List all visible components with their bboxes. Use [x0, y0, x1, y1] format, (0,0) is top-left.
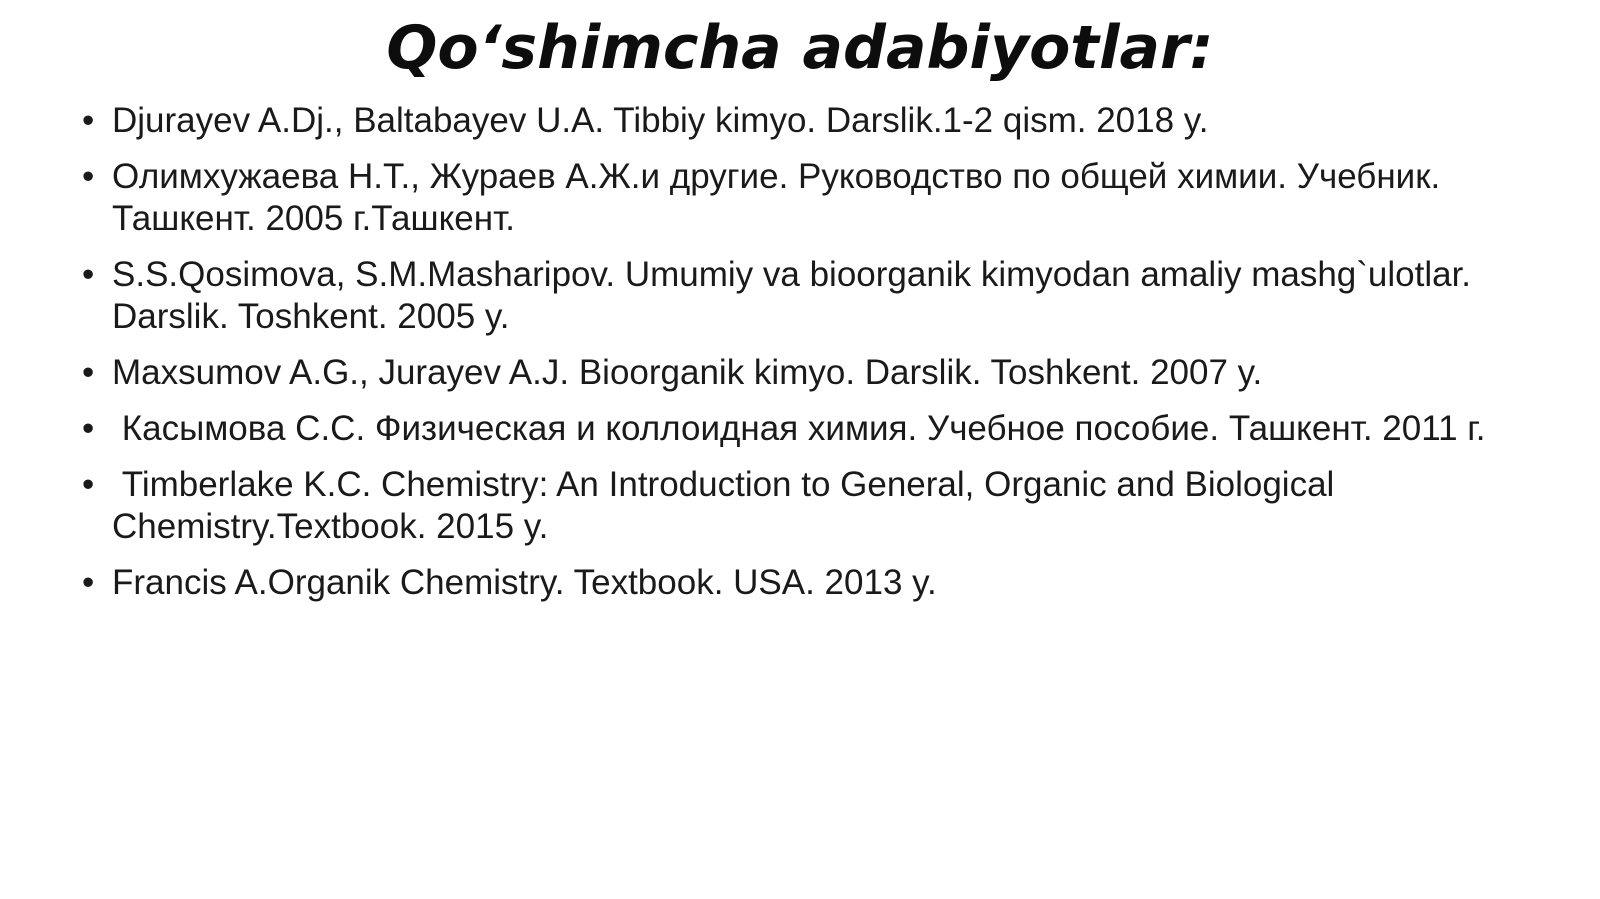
bullet-icon: •	[82, 255, 95, 294]
bullet-icon: •	[82, 101, 95, 140]
bullet-icon: •	[82, 353, 95, 392]
list-item	[82, 352, 1562, 394]
list-item	[82, 156, 1562, 240]
reference-text: Francis A.Organik Chemistry. Textbook. USA. 2013 y.	[112, 563, 937, 602]
list-item	[82, 100, 1562, 142]
reference-text: Timberlake K.C. Chemistry: An Introduction to General, Organic and Biological Chemistry.Textbook. 2015 y.	[112, 465, 1345, 546]
reference-text: Maxsumov A.G., Jurayev A.J. Bioorganik kimyo. Darslik. Toshkent. 2007 y.	[112, 353, 1263, 392]
list-item	[82, 562, 1562, 604]
reference-list	[82, 100, 1562, 618]
reference-text: Djurayev A.Dj., Baltabayev U.A. Tibbiy kimyo. Darslik.1-2 qism. 2018 y.	[112, 101, 1209, 140]
reference-text: S.S.Qosimova, S.M.Masharipov. Umumiy va bioorganik kimyodan amaliy mashg`ulotlar. Darslik. Toshkent. 2005 y.	[112, 255, 1481, 336]
list-item	[82, 254, 1562, 338]
slide-title: Qo‘shimcha adabiyotlar:	[386, 13, 1214, 83]
bullet-icon: •	[82, 157, 95, 196]
bullet-icon: •	[82, 563, 95, 602]
list-item	[82, 408, 1562, 450]
bullet-icon: •	[82, 409, 95, 448]
list-item	[82, 464, 1562, 548]
reference-text: Олимхужаева Н.Т., Жураев А.Ж.и другие. Руководство по общей химии. Учебник. Ташкент. 2005 г.Ташкент.	[112, 157, 1450, 238]
bullet-icon: •	[82, 465, 95, 504]
reference-text: Касымова С.С. Физическая и коллоидная химия. Учебное пособие. Ташкент. 2011 г.	[112, 409, 1486, 448]
